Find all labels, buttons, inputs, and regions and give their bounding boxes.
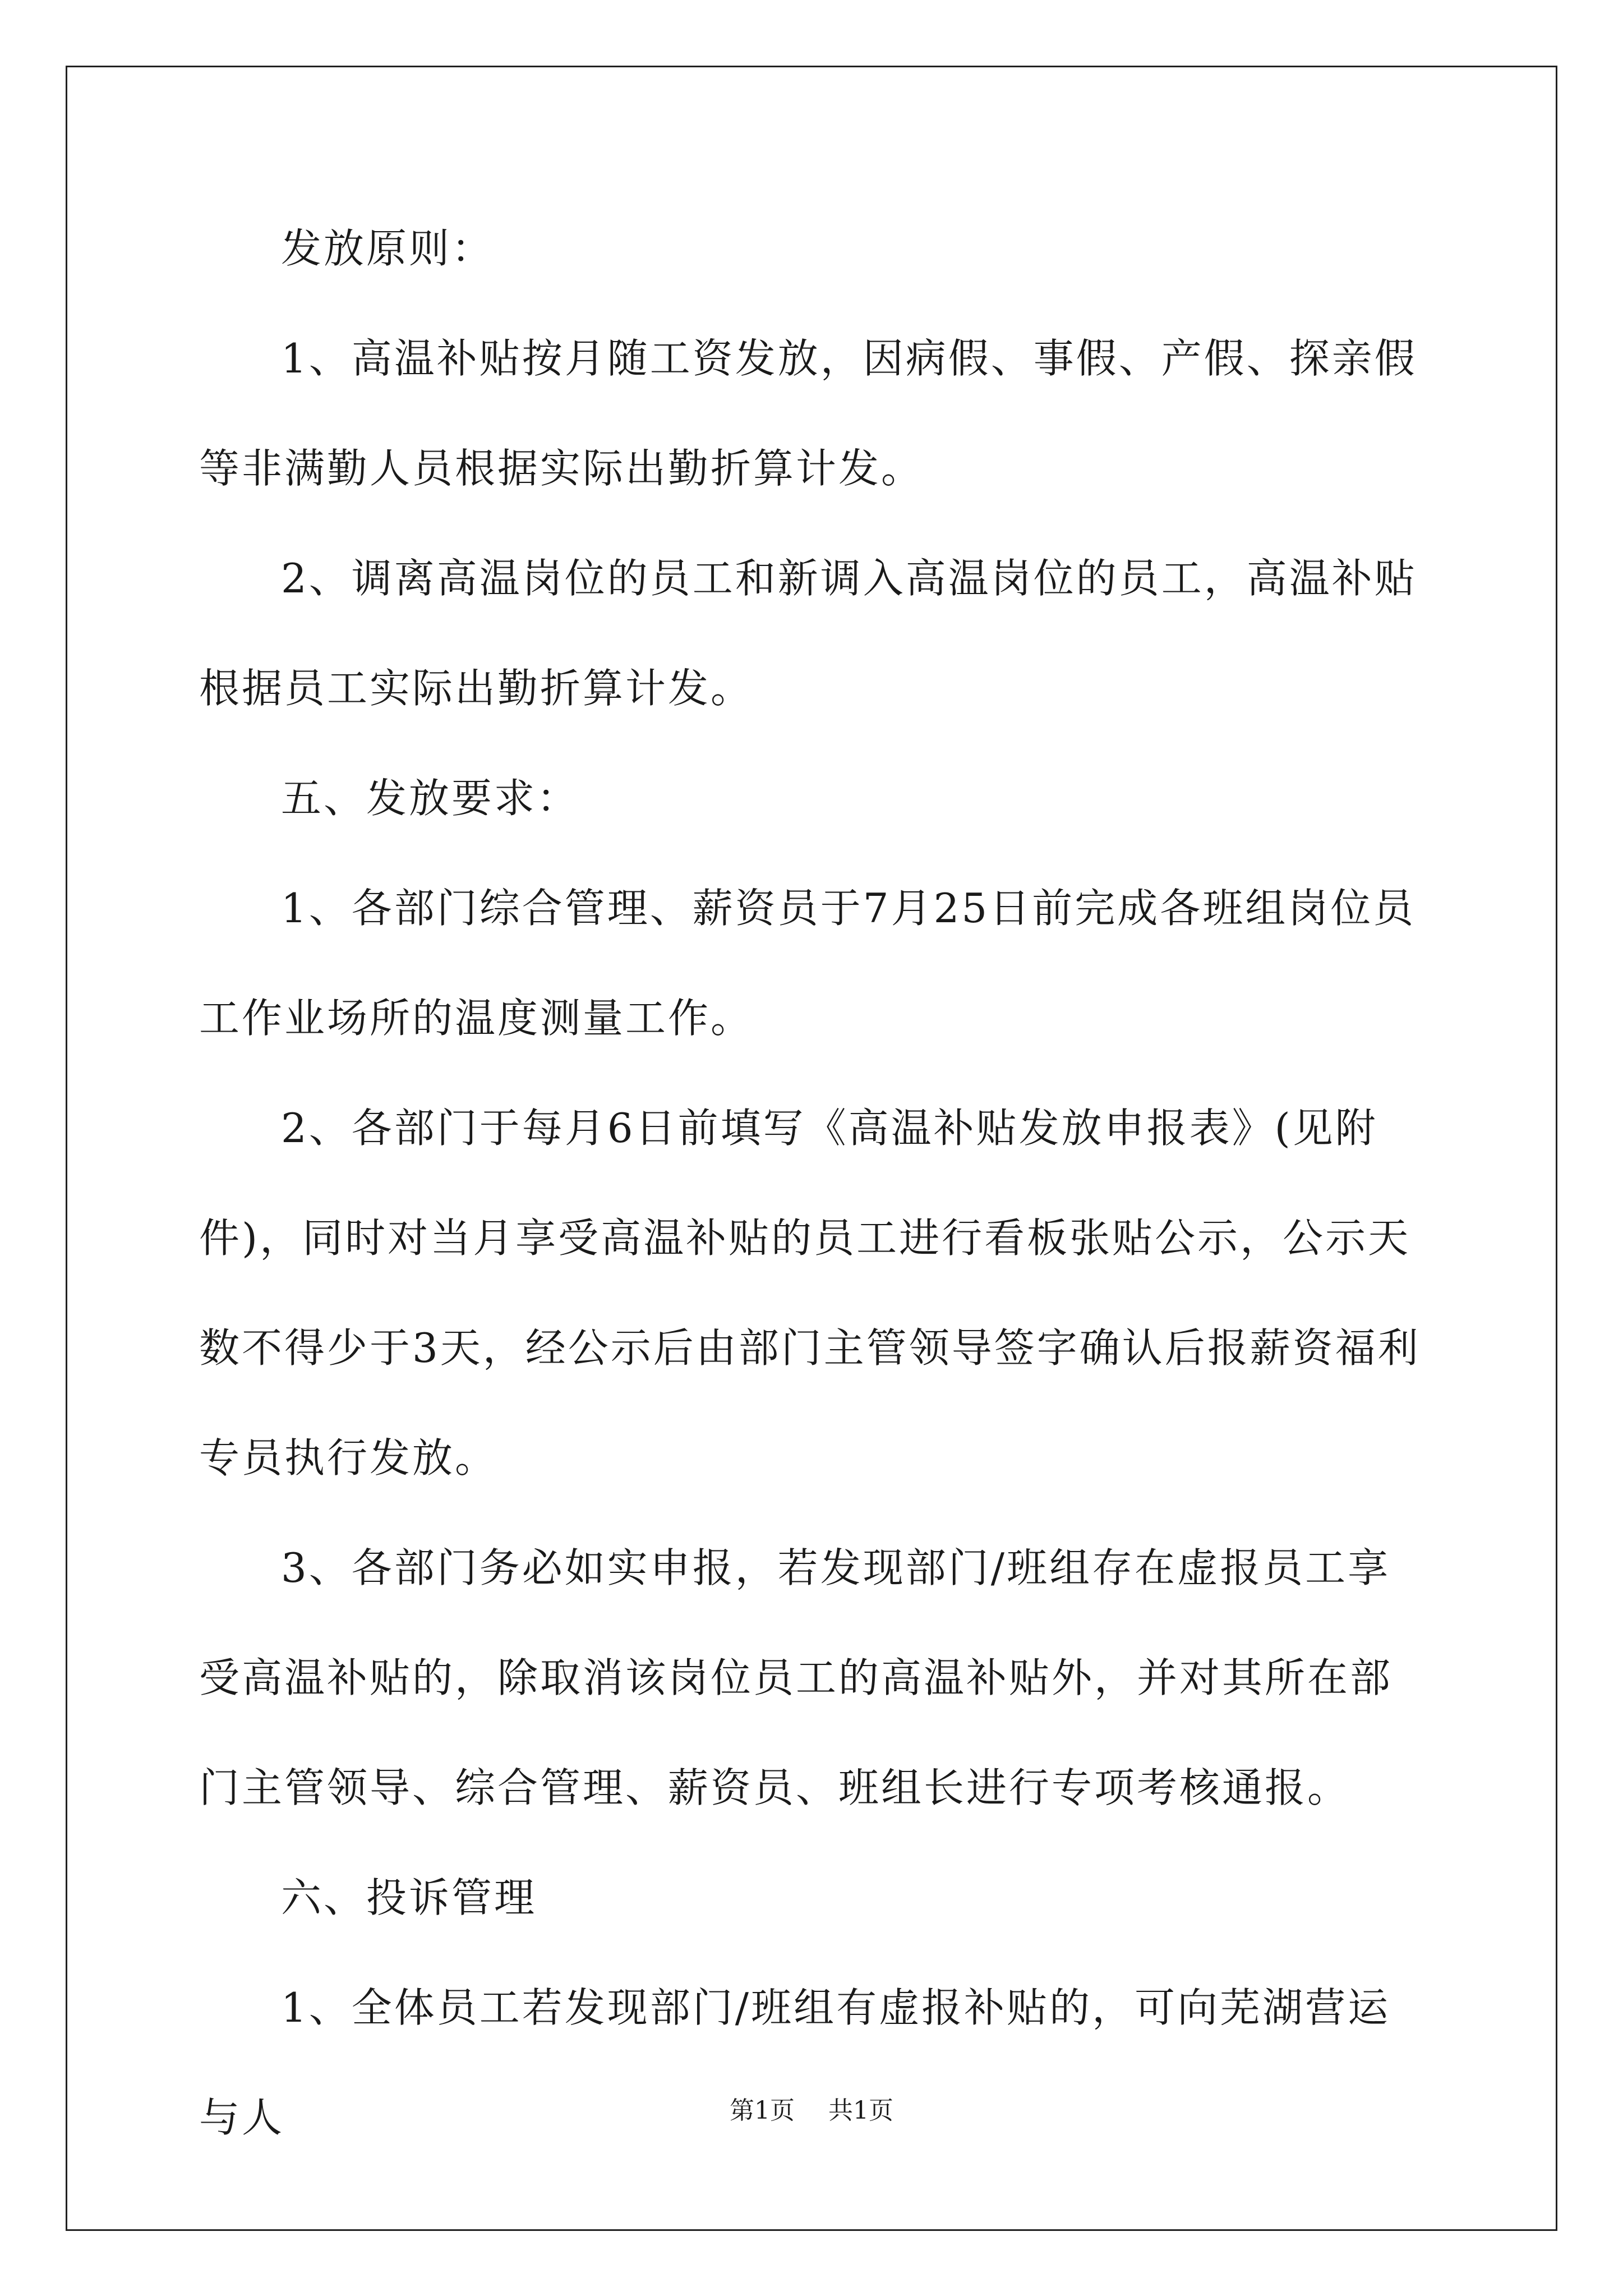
paragraph: 3、各部门务必如实申报，若发现部门/班组存在虚报员工享受高温补贴的，除取消该岗位员工的高温补贴外，并对其所在部门主管领导、综合管理、薪资员、班组长进行专项考核通报。 bbox=[199, 1544, 1393, 1811]
section-heading: 五、发放要求： bbox=[281, 775, 580, 822]
paragraph: 2、调离高温岗位的员工和新调入高温岗位的员工，高温补贴根据员工实际出勤折算计发。 bbox=[199, 555, 1417, 712]
section-heading: 六、投诉管理 bbox=[281, 1874, 537, 1921]
page-number: 第1页 bbox=[730, 2096, 795, 2125]
document-body bbox=[199, 194, 1433, 2173]
paragraph: 1、全体员工若发现部门/班组有虚报补贴的，可向芜湖营运与人 bbox=[199, 1984, 1391, 2141]
paragraph: 1、高温补贴按月随工资发放，因病假、事假、产假、探亲假等非满勤人员根据实际出勤折算计发。 bbox=[199, 335, 1417, 492]
paragraph: 2、各部门于每月6日前填写《高温补贴发放申报表》(见附件)，同时对当月享受高温补贴的员工进行看板张贴公示，公示天数不得少于3天，经公示后由部门主管领导签字确认后报薪资福利专员执行发放。 bbox=[199, 1105, 1421, 1481]
paragraph: 发放原则： bbox=[281, 225, 495, 272]
page-total: 共1页 bbox=[828, 2096, 893, 2125]
page-footer bbox=[0, 2090, 1623, 2126]
paragraph: 1、各部门综合管理、薪资员于7月25日前完成各班组岗位员工作业场所的温度测量工作。 bbox=[199, 885, 1416, 1042]
